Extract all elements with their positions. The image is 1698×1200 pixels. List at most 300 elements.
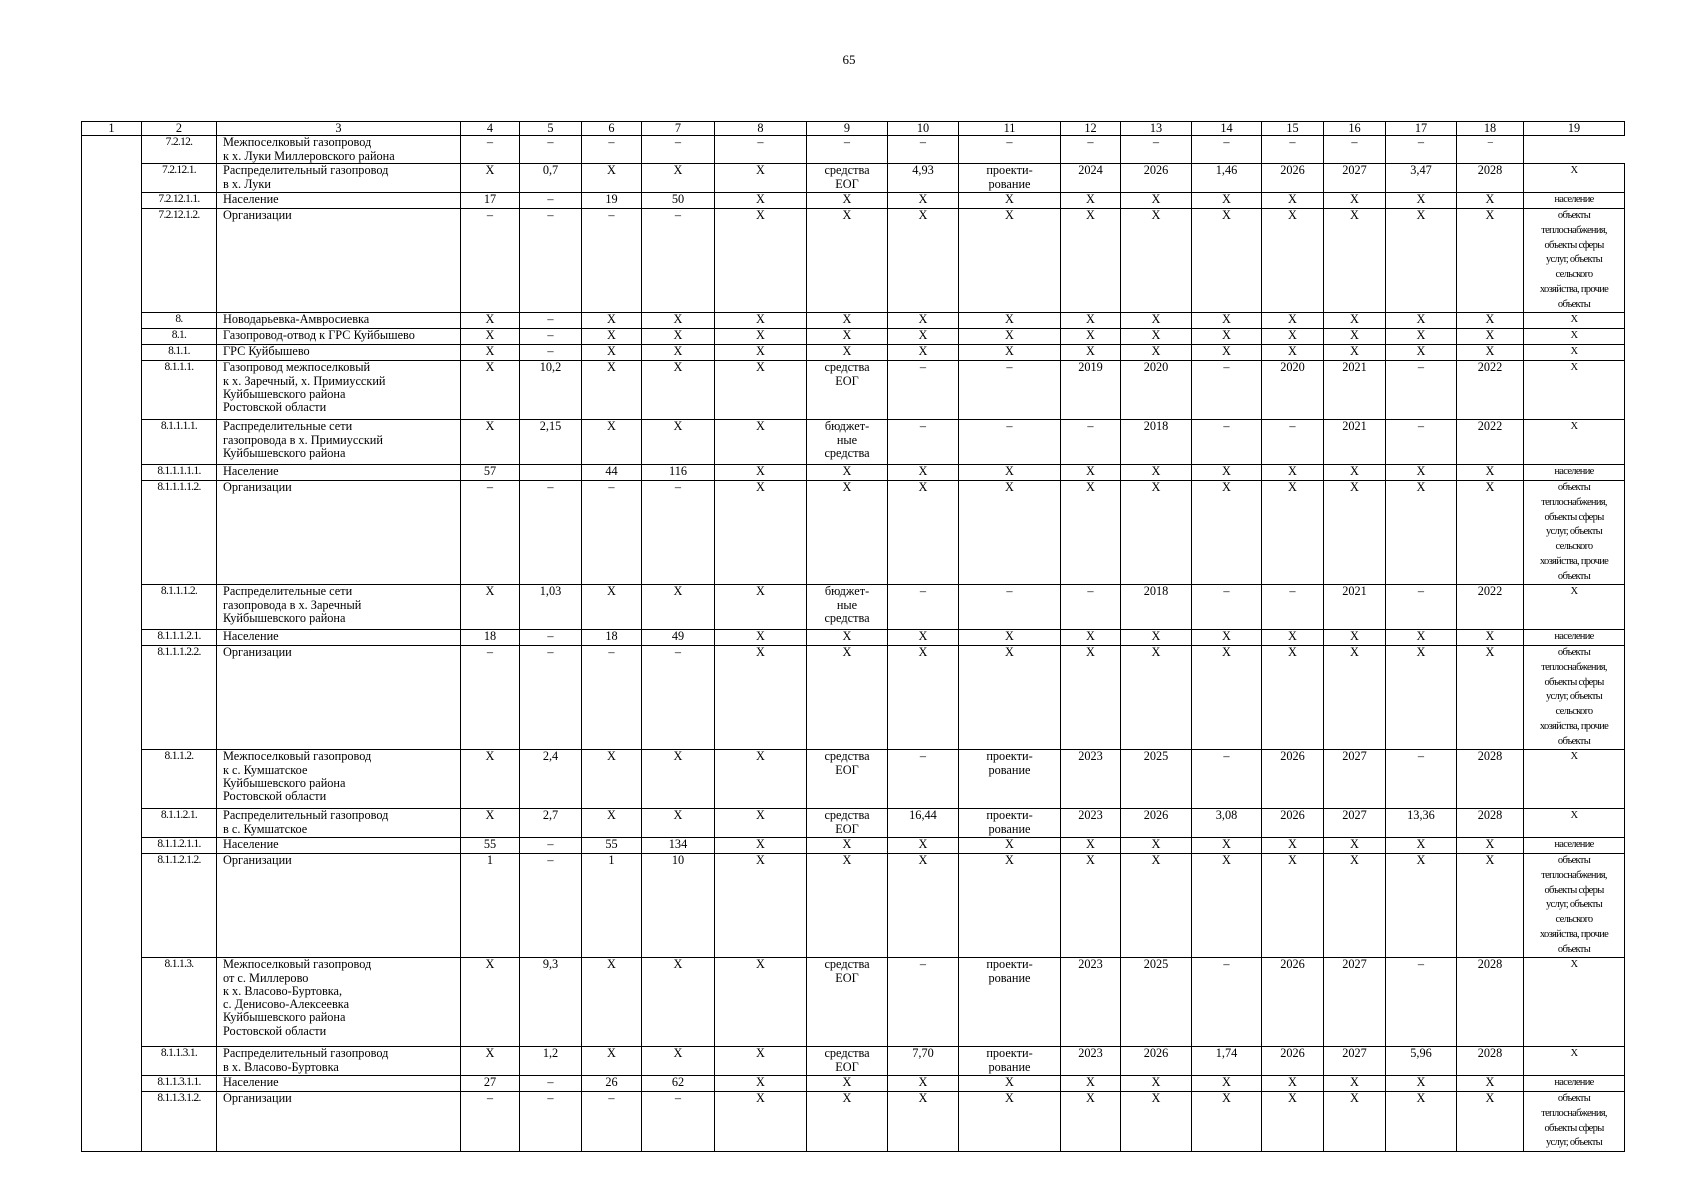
item-code: 8.1.1.2. [142, 750, 217, 809]
column-number: 17 [1386, 122, 1457, 136]
value-cell: 10,2 [520, 361, 582, 420]
value-cell: 2024 [1061, 164, 1121, 193]
value-cell: 2022 [1457, 420, 1524, 465]
item-code: 8.1.1.2.1.2. [142, 854, 217, 958]
value-cell: – [1061, 420, 1121, 465]
value-cell: Х [1061, 838, 1121, 854]
value-cell: 4,93 [888, 164, 959, 193]
item-code: 7.2.12. [142, 136, 217, 164]
value-cell: Х [888, 313, 959, 329]
value-cell: Х [807, 1092, 888, 1152]
value-cell: Х [1121, 1092, 1192, 1152]
value-cell: Х [1061, 630, 1121, 646]
value-cell: 2027 [1324, 164, 1386, 193]
value-cell: Х [1061, 1076, 1121, 1092]
value-cell: 2022 [1457, 585, 1524, 630]
item-code: 8.1.1.3.1. [142, 1047, 217, 1076]
value-cell: – [1192, 361, 1262, 420]
value-cell: 2026 [1262, 1047, 1324, 1076]
value-cell: Х [888, 1076, 959, 1092]
value-cell: средства ЕОГ [807, 1047, 888, 1076]
value-cell: – [1192, 420, 1262, 465]
value-cell: – [461, 136, 520, 164]
value-cell: Х [461, 420, 520, 465]
column-number: 19 [1524, 122, 1625, 136]
value-cell: – [642, 209, 715, 313]
value-cell: – [888, 585, 959, 630]
item-name: Распределительный газопровод в х. Луки [217, 164, 461, 193]
value-cell: Х [642, 345, 715, 361]
value-cell: Х [959, 329, 1061, 345]
value-cell: бюджет- ные средства [807, 585, 888, 630]
value-cell: Х [959, 854, 1061, 958]
value-cell: – [582, 136, 642, 164]
value-cell: – [1262, 585, 1324, 630]
value-cell: – [520, 838, 582, 854]
value-cell: – [1324, 136, 1386, 164]
value-cell: Х [1262, 345, 1324, 361]
consumer-category: Х [1524, 585, 1625, 630]
value-cell: 49 [642, 630, 715, 646]
value-cell: Х [1121, 329, 1192, 345]
value-cell: Х [1457, 481, 1524, 585]
column-number: 1 [82, 122, 142, 136]
value-cell: 134 [642, 838, 715, 854]
value-cell: 2023 [1061, 958, 1121, 1047]
value-cell: Х [715, 465, 807, 481]
value-cell: Х [1121, 313, 1192, 329]
value-cell: Х [1121, 209, 1192, 313]
value-cell: 1 [461, 854, 520, 958]
table-row [82, 209, 1625, 313]
value-cell: Х [1262, 1092, 1324, 1152]
value-cell: Х [1386, 854, 1457, 958]
value-cell: Х [715, 1047, 807, 1076]
value-cell: Х [1061, 481, 1121, 585]
item-name: Межпоселковый газопровод к с. Кумшатское Куйбышевского района Ростовской области [217, 750, 461, 809]
value-cell: – [520, 136, 582, 164]
value-cell: Х [1324, 465, 1386, 481]
value-cell: 2025 [1121, 958, 1192, 1047]
value-cell: Х [888, 854, 959, 958]
value-cell: бюджет- ные средства [807, 420, 888, 465]
value-cell: Х [461, 585, 520, 630]
item-name: Организации [217, 209, 461, 313]
value-cell: Х [1457, 329, 1524, 345]
value-cell: 3,47 [1386, 164, 1457, 193]
value-cell: Х [888, 345, 959, 361]
value-cell: Х [888, 630, 959, 646]
value-cell: Х [1324, 1076, 1386, 1092]
table-row [82, 193, 1625, 209]
value-cell: Х [461, 958, 520, 1047]
value-cell: Х [1386, 465, 1457, 481]
item-name: Распределительные сети газопровода в х. Примиусский Куйбышевского района [217, 420, 461, 465]
item-name: Организации [217, 854, 461, 958]
table-row [82, 585, 1625, 630]
value-cell: 2028 [1457, 750, 1524, 809]
column-number: 7 [642, 122, 715, 136]
table-row [82, 750, 1625, 809]
consumer-category: – [1457, 136, 1524, 164]
table-row [82, 136, 1625, 164]
value-cell: 44 [582, 465, 642, 481]
value-cell: средства ЕОГ [807, 750, 888, 809]
value-cell: Х [1061, 193, 1121, 209]
table-row [82, 164, 1625, 193]
value-cell: Х [807, 854, 888, 958]
value-cell: 10 [642, 854, 715, 958]
consumer-category: Х [1524, 958, 1625, 1047]
value-cell: Х [1192, 630, 1262, 646]
value-cell: 2026 [1121, 164, 1192, 193]
value-cell: Х [1324, 854, 1386, 958]
value-cell: Х [715, 164, 807, 193]
column-number: 12 [1061, 122, 1121, 136]
value-cell: – [1262, 420, 1324, 465]
value-cell: Х [1192, 854, 1262, 958]
value-cell: Х [807, 209, 888, 313]
value-cell: Х [888, 193, 959, 209]
value-cell: 50 [642, 193, 715, 209]
value-cell: Х [1121, 465, 1192, 481]
item-name: Население [217, 1076, 461, 1092]
value-cell: – [1386, 958, 1457, 1047]
value-cell: Х [1386, 838, 1457, 854]
value-cell: Х [1386, 345, 1457, 361]
value-cell: 1,46 [1192, 164, 1262, 193]
value-cell: Х [1457, 465, 1524, 481]
table-body [82, 122, 1625, 1152]
value-cell: проекти- рование [959, 750, 1061, 809]
table-row [82, 481, 1625, 585]
value-cell: Х [1386, 313, 1457, 329]
consumer-category: Х [1524, 1047, 1625, 1076]
value-cell: – [1386, 136, 1457, 164]
column-number: 9 [807, 122, 888, 136]
value-cell: Х [1457, 838, 1524, 854]
value-cell: Х [1061, 209, 1121, 313]
value-cell: – [1262, 136, 1324, 164]
value-cell: Х [1192, 465, 1262, 481]
value-cell: – [520, 209, 582, 313]
value-cell: Х [1457, 854, 1524, 958]
value-cell: 116 [642, 465, 715, 481]
value-cell: Х [959, 209, 1061, 313]
value-cell: Х [642, 809, 715, 838]
value-cell: Х [715, 361, 807, 420]
value-cell: 2021 [1324, 585, 1386, 630]
value-cell: 2026 [1262, 750, 1324, 809]
value-cell: Х [888, 838, 959, 854]
value-cell: – [807, 136, 888, 164]
value-cell: Х [1457, 209, 1524, 313]
value-cell: – [520, 1076, 582, 1092]
value-cell: 2021 [1324, 361, 1386, 420]
value-cell: – [959, 361, 1061, 420]
item-name: Распределительный газопровод в с. Кумшатское [217, 809, 461, 838]
value-cell: Х [1192, 313, 1262, 329]
value-cell: – [1192, 585, 1262, 630]
table-row [82, 361, 1625, 420]
value-cell: Х [1192, 193, 1262, 209]
value-cell: Х [1061, 854, 1121, 958]
value-cell: 2026 [1121, 1047, 1192, 1076]
value-cell: Х [715, 193, 807, 209]
value-cell: Х [1192, 838, 1262, 854]
value-cell: Х [888, 465, 959, 481]
value-cell: Х [1262, 630, 1324, 646]
value-cell: Х [715, 345, 807, 361]
value-cell: – [888, 958, 959, 1047]
value-cell: Х [715, 809, 807, 838]
value-cell: Х [582, 585, 642, 630]
consumer-category: Х [1524, 329, 1625, 345]
value-cell: Х [1061, 329, 1121, 345]
value-cell: Х [959, 630, 1061, 646]
value-cell: 3,08 [1192, 809, 1262, 838]
value-cell: 2019 [1061, 361, 1121, 420]
value-cell: Х [1262, 465, 1324, 481]
value-cell: Х [807, 329, 888, 345]
column-number: 2 [142, 122, 217, 136]
value-cell: средства ЕОГ [807, 809, 888, 838]
column-number: 16 [1324, 122, 1386, 136]
value-cell: 2026 [1262, 164, 1324, 193]
item-name: Население [217, 193, 461, 209]
value-cell: 2018 [1121, 585, 1192, 630]
consumer-category: население [1524, 465, 1625, 481]
item-code: 7.2.12.1.2. [142, 209, 217, 313]
value-cell: 2027 [1324, 1047, 1386, 1076]
item-code: 8.1.1.3.1.1. [142, 1076, 217, 1092]
consumer-category: Х [1524, 420, 1625, 465]
value-cell: 62 [642, 1076, 715, 1092]
value-cell: Х [807, 345, 888, 361]
value-cell: 2028 [1457, 958, 1524, 1047]
item-code: 8.1.1.1.2. [142, 585, 217, 630]
value-cell: – [1386, 420, 1457, 465]
value-cell: средства ЕОГ [807, 164, 888, 193]
item-code: 8.1. [142, 329, 217, 345]
value-cell: Х [1192, 1092, 1262, 1152]
value-cell: Х [582, 420, 642, 465]
value-cell: Х [959, 193, 1061, 209]
value-cell: – [520, 313, 582, 329]
value-cell: проекти- рование [959, 164, 1061, 193]
table-row [82, 329, 1625, 345]
item-code: 8.1.1.1.1.1. [142, 465, 217, 481]
value-cell: Х [642, 585, 715, 630]
value-cell: 55 [461, 838, 520, 854]
value-cell: Х [807, 193, 888, 209]
value-cell: Х [1121, 630, 1192, 646]
table-row [82, 1047, 1625, 1076]
table-row [82, 958, 1625, 1047]
value-cell: 2018 [1121, 420, 1192, 465]
value-cell: – [461, 209, 520, 313]
value-cell: 2027 [1324, 750, 1386, 809]
value-cell: Х [715, 1076, 807, 1092]
value-cell: – [520, 481, 582, 585]
value-cell: Х [642, 313, 715, 329]
value-cell: Х [959, 313, 1061, 329]
value-cell: 18 [461, 630, 520, 646]
value-cell: Х [642, 361, 715, 420]
value-cell: – [520, 1092, 582, 1152]
value-cell: Х [1121, 345, 1192, 361]
value-cell: 0,7 [520, 164, 582, 193]
value-cell: Х [1262, 1076, 1324, 1092]
item-code: 8.1.1.2.1.1. [142, 838, 217, 854]
value-cell: Х [1192, 329, 1262, 345]
value-cell: Х [1192, 345, 1262, 361]
gas-pipeline-table [81, 121, 1625, 1152]
column-number: 10 [888, 122, 959, 136]
value-cell: – [520, 345, 582, 361]
value-cell: Х [582, 361, 642, 420]
value-cell: 1,2 [520, 1047, 582, 1076]
value-cell: 55 [582, 838, 642, 854]
consumer-category: объекты теплоснабжения, объекты сферы услуг, объекты [1524, 1092, 1625, 1152]
consumer-category: население [1524, 630, 1625, 646]
consumer-category: население [1524, 1076, 1625, 1092]
value-cell: Х [1192, 481, 1262, 585]
value-cell: Х [1386, 1076, 1457, 1092]
value-cell: – [520, 854, 582, 958]
value-cell: Х [1262, 646, 1324, 750]
value-cell: средства ЕОГ [807, 361, 888, 420]
value-cell: Х [715, 329, 807, 345]
value-cell: Х [1386, 1092, 1457, 1152]
item-name: Организации [217, 1092, 461, 1152]
column-number: 15 [1262, 122, 1324, 136]
value-cell: – [959, 420, 1061, 465]
value-cell: Х [1061, 345, 1121, 361]
value-cell: Х [959, 838, 1061, 854]
value-cell: Х [1262, 193, 1324, 209]
value-cell: 2021 [1324, 420, 1386, 465]
value-cell: Х [1457, 193, 1524, 209]
value-cell: – [582, 481, 642, 585]
item-code: 8.1.1.3.1.2. [142, 1092, 217, 1152]
table-row [82, 838, 1625, 854]
value-cell: – [642, 136, 715, 164]
value-cell: Х [1061, 465, 1121, 481]
consumer-category: Х [1524, 809, 1625, 838]
table-row [82, 345, 1625, 361]
value-cell: – [1192, 136, 1262, 164]
value-cell: Х [959, 1076, 1061, 1092]
item-name: Организации [217, 481, 461, 585]
value-cell: Х [582, 1047, 642, 1076]
value-cell: Х [642, 329, 715, 345]
value-cell: Х [807, 646, 888, 750]
value-cell: Х [715, 750, 807, 809]
value-cell [520, 465, 582, 481]
value-cell: Х [1061, 646, 1121, 750]
table-row [82, 646, 1625, 750]
value-cell: 2028 [1457, 809, 1524, 838]
value-cell: Х [1386, 630, 1457, 646]
value-cell: средства ЕОГ [807, 958, 888, 1047]
column-1-cell [82, 136, 142, 1152]
value-cell: 2026 [1121, 809, 1192, 838]
value-cell: 2028 [1457, 164, 1524, 193]
value-cell: Х [1324, 481, 1386, 585]
consumer-category: объекты теплоснабжения, объекты сферы услуг, объекты сельского хозяйства, прочие объекты [1524, 854, 1625, 958]
value-cell: Х [715, 420, 807, 465]
value-cell: Х [582, 958, 642, 1047]
value-cell: Х [642, 420, 715, 465]
value-cell: Х [1262, 838, 1324, 854]
column-number: 6 [582, 122, 642, 136]
item-code: 8.1.1.1. [142, 361, 217, 420]
value-cell: 2025 [1121, 750, 1192, 809]
value-cell: Х [715, 958, 807, 1047]
page-number: 65 [842, 52, 856, 67]
value-cell: Х [888, 1092, 959, 1152]
value-cell: Х [1192, 209, 1262, 313]
value-cell: Х [1262, 313, 1324, 329]
table-row [82, 1076, 1625, 1092]
value-cell: 1 [582, 854, 642, 958]
value-cell: – [582, 646, 642, 750]
value-cell: – [520, 630, 582, 646]
consumer-category: население [1524, 193, 1625, 209]
table-row [82, 809, 1625, 838]
item-name: Население [217, 630, 461, 646]
value-cell: – [642, 481, 715, 585]
item-code: 8.1.1.1.2.2. [142, 646, 217, 750]
value-cell: 2028 [1457, 1047, 1524, 1076]
value-cell: Х [461, 361, 520, 420]
value-cell: Х [582, 164, 642, 193]
value-cell: Х [1457, 313, 1524, 329]
value-cell: – [1386, 361, 1457, 420]
value-cell: Х [1457, 646, 1524, 750]
item-name: Население [217, 465, 461, 481]
value-cell: 2023 [1061, 750, 1121, 809]
value-cell: 2027 [1324, 958, 1386, 1047]
column-number: 8 [715, 122, 807, 136]
value-cell: 2026 [1262, 809, 1324, 838]
value-cell: Х [642, 958, 715, 1047]
value-cell: – [461, 481, 520, 585]
value-cell: Х [1324, 630, 1386, 646]
item-name: Население [217, 838, 461, 854]
value-cell: – [1192, 958, 1262, 1047]
value-cell: Х [1061, 313, 1121, 329]
value-cell: Х [888, 646, 959, 750]
value-cell: 26 [582, 1076, 642, 1092]
value-cell: Х [1386, 329, 1457, 345]
value-cell: Х [1121, 481, 1192, 585]
value-cell: Х [1324, 345, 1386, 361]
item-name: Межпоселковый газопровод к х. Луки Миллеровского района [217, 136, 461, 164]
column-number: 14 [1192, 122, 1262, 136]
item-code: 8. [142, 313, 217, 329]
value-cell: – [1061, 136, 1121, 164]
value-cell: – [582, 209, 642, 313]
value-cell: Х [1121, 646, 1192, 750]
value-cell: Х [807, 630, 888, 646]
value-cell: 2020 [1262, 361, 1324, 420]
value-cell: Х [642, 164, 715, 193]
value-cell: 16,44 [888, 809, 959, 838]
value-cell: – [582, 1092, 642, 1152]
value-cell: Х [1121, 193, 1192, 209]
